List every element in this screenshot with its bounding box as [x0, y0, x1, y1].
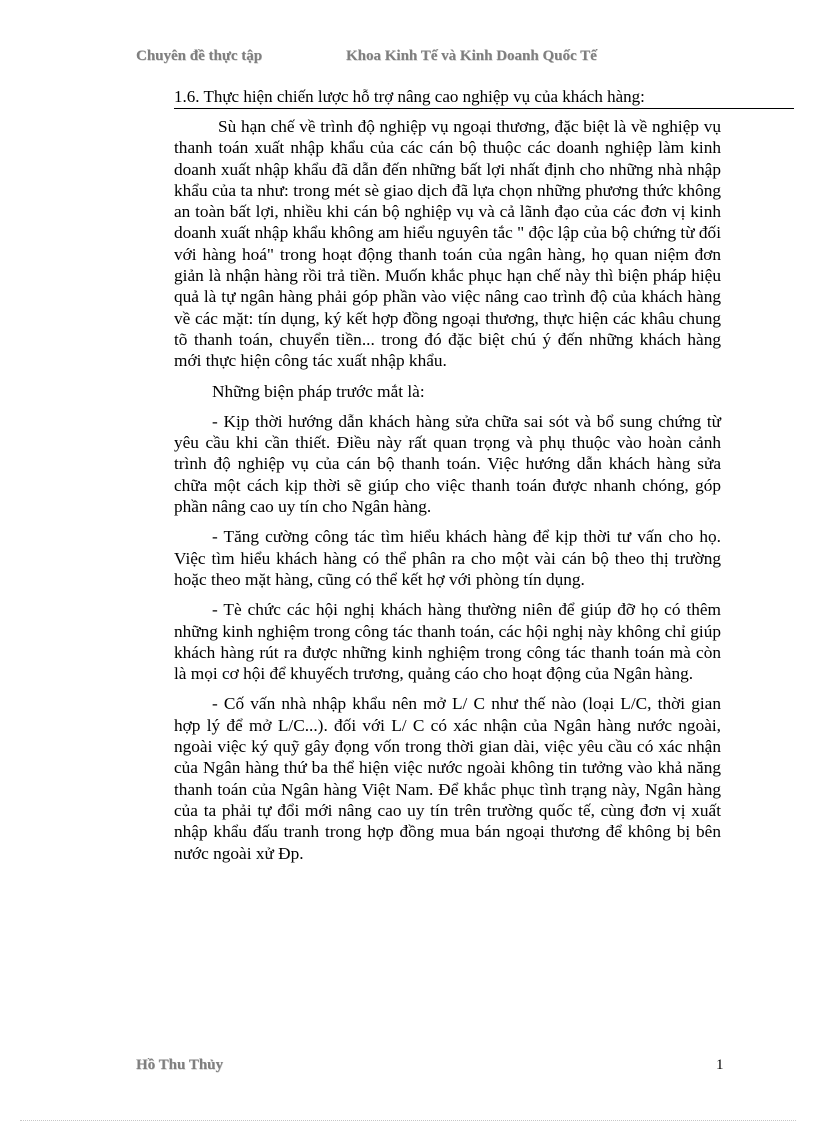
page-number: 1	[716, 1057, 724, 1073]
paragraph-measure-1: - Kịp thời hướng dẫn khách hàng sửa chữa sai sót và bổ sung chứng từ yêu cầu khi cần thiết. Điều này rất quan trọng và phụ thuộc vào hoàn cảnh trình độ nghiệp vụ của cán bộ thanh toán. Việc hướng dẫn khách hàng sửa chữa một cách kịp thời sẽ giúp cho việc thanh toán được nhanh chóng, góp phần nâng cao uy tín cho Ngân hàng.	[174, 411, 721, 517]
paragraph-measure-3: - Tè chức các hội nghị khách hàng thường niên để giúp đỡ họ có thêm những kinh nghiệm trong công tác thanh toán, các hội nghị này không chỉ giúp khách hàng rút ra được những kinh nghiệm trong công tác thanh toán mà còn là mọi cơ hội để khuyếch trương, quảng cáo cho hoạt động của Ngân hàng.	[174, 600, 721, 684]
footer-author: Hồ Thu Thủy	[136, 1057, 224, 1073]
page-edge-divider	[20, 1120, 796, 1121]
paragraph-intro: Sù hạn chế về trình độ nghiệp vụ ngoại thương, đặc biệt là về nghiệp vụ thanh toán xuất nhập khẩu của các cán bộ thuộc các doanh nghiệp làm kinh doanh xuất nhập khẩu đã dẫn đến những bất lợi nhất định cho những nhà nhập khẩu của ta như: trong mét sè giao dịch đã lựa chọn những phương thức không an toàn bất lợi, nhiều khi cán bộ nghiệp vụ và cả lãnh đạo của các đơn vị kinh doanh xuất nhập khẩu không am hiểu nguyên tắc " độc lập của bộ chứng từ đối với hàng hoá" trong hoạt động thanh toán của ngân hàng, họ quan niệm đơn giản là nhận hàng rồi trả tiền. Muốn khắc phục hạn chế này thì biện pháp hiệu quả là tự ngân hàng phải góp phần vào việc nâng cao trình độ của khách hàng về các mặt: tín dụng, ký kết hợp đồng ngoại thương, thực hiện các khâu chung tõ thanh toán, chuyển tiền... trong đó đặc biệt chú ý đến những khách hàng mới thực hiện công tác xuất nhập khẩu.	[174, 117, 721, 371]
section-heading: 1.6. Thực hiện chiến lược hỗ trợ nâng cao nghiệp vụ của khách hàng:	[174, 87, 794, 109]
body-text	[174, 116, 721, 873]
header-course-title: Chuyên đề thực tập	[136, 48, 263, 64]
paragraph-measures-lead: Những biện pháp trước mắt là:	[212, 381, 425, 401]
page-header	[136, 48, 736, 72]
paragraph-measure-2: - Tăng cường công tác tìm hiểu khách hàng để kịp thời tư vấn cho họ. Việc tìm hiểu khách hàng có thể phân ra cho một vài cán bộ theo thị trường hoặc theo mặt hàng, cũng có thể kết hợ với phòng tín dụng.	[174, 527, 721, 589]
paragraph-measure-4: - Cố vấn nhà nhập khẩu nên mở L/ C như thế nào (loại L/C, thời gian hợp lý để mở L/C...). đối với L/ C có xác nhận của Ngân hàng nước ngoài, ngoài việc ký quỹ gây đọng vốn trong thời gian dài, việc yêu cầu có xác nhận của Ngân hàng thứ ba thể hiện việc nước ngoài không tin tưởng vào khả năng thanh toán của Ngân hàng Việt Nam. Để khắc phục tình trạng này, Ngân hàng của ta phải tự đổi mới nâng cao uy tín trên trường quốc tế, cùng đơn vị xuất nhập khẩu đấu tranh trong hợp đồng mua bán ngoại thương để không bị bên nước ngoài xử Đp.	[174, 694, 721, 863]
header-faculty: Khoa Kinh Tế và Kinh Doanh Quốc Tế	[346, 48, 597, 64]
